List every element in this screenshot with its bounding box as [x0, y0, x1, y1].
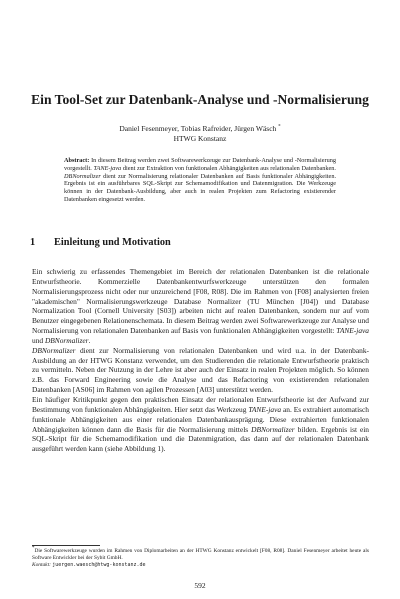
footnote-rule [32, 545, 100, 546]
paper-title: Ein Tool-Set zur Datenbank-Analyse und -Normalisierung [31, 92, 369, 107]
paragraph-2 [32, 346, 369, 395]
page-number: 592 [194, 581, 206, 590]
paragraph-1-text: Ein schwierig zu erfassendes Themengebiet im Bereich der relationalen Datenbanken ist die relationale Entwurfstheorie. Kommerzielle Datenbankentwurfswerkzeuge unterstützen den formalen Normalisierungsprozess nicht oder nur unzureichend [F08, R08]. Die im Rahmen von [F08] analysierten freien "akademischen" Normalisierungswerkzeuge Database Normalizer (TU München [J04]) und Database Normalization Tool (Cornell University [S03]) arbeiten nicht auf realen Datenbanken, sondern nur auf vom Benutzer eingegebenen Relationenschemata. In diesem Beitrag werden zwei Softwarewerkzeuge zur Analyse und Normalisierung von relationalen Datenbanken auf Basis von funktionalen Abhängigkeiten vorgestellt: [32, 267, 369, 336]
paragraph-1-dbnormalizer: DBNormalizer [44, 335, 89, 345]
paragraph-1-tane-java: TANE-java [336, 326, 369, 336]
section-title: Einleitung und Motivation [54, 237, 171, 248]
footnote-marker: * [32, 546, 35, 552]
paragraph-2-text: dient zur Normalisierung von relationalen Datenbanken und wird u.a. in der Datenbank-Ausbildung an der HTWG Konstanz verwendet, um den Studierenden die relationale Entwurfstheorie praktisch zu vermitteln. Neben der Nutzung in der Lehre ist aber auch der Einsatz in realen Projekten möglich. So können z.B. das Forward Engineering sowie die Analyse und das Refactoring von existierenden relationalen Datenbanken [AS06] im Rahmen von agilen Prozessen [A03] unterstützt werden. [32, 345, 369, 395]
abstract-tane-java: TANE-java [93, 164, 122, 172]
paragraph-3-text-a: Ein häufiger Kritikpunkt gegen den praktischen Einsatz der relationalen Entwurfstheorie ist der Aufwand zur Bestimmung von funktionalen Abhängigkeiten. Hier setzt das Werkzeug [32, 394, 369, 414]
section-heading [30, 236, 370, 249]
paragraph-2-dbnormalizer: DBNormalizer [32, 345, 76, 355]
author-affiliation: HTWG Konstanz [173, 133, 227, 143]
paragraph-3-text-c: bilden. Ergebnis ist ein SQL-Skript für die Schemamodifikation und die Datenmigration, das dann auf der relationalen Datenbank ausgeführt werden kann (siehe Abbildung 1). [32, 424, 369, 454]
paragraph-3-dbnormalizer: DBNormalizer [251, 424, 295, 434]
abstract [64, 157, 336, 204]
author-names-text: Daniel Fesenmeyer, Tobias Rafreider, Jürgen Wäsch [119, 124, 277, 133]
author-block [20, 124, 380, 143]
author-footnote-marker: * [278, 124, 281, 130]
abstract-label: Abstract: [64, 157, 90, 164]
paragraph-3-tane-java: TANE-java [248, 404, 282, 414]
footnote-text-block [32, 548, 369, 562]
paragraph-3-text-b: an. Es extrahiert automatisch funktionale Abhängigkeiten aus einer relationalen Datenbankausprägung. Diese extrahierten funktionalen Abhängigkeiten können dann die Basis für die Normalisierung mittels [32, 404, 369, 434]
abstract-dbnormalizer: DBNormalizer [64, 172, 101, 180]
footnote-contact [32, 562, 369, 569]
abstract-text-1: In diesem Beitrag werden zwei Softwarewerkzeuge zur Datenbank-Analyse und -Normalisierung vorgestellt. [64, 157, 336, 172]
author-names [20, 124, 380, 134]
section-number: 1 [30, 237, 36, 248]
paragraph-1 [32, 267, 369, 346]
contact-label: Kontakt: [32, 562, 51, 569]
paragraph-1-and: und [32, 335, 44, 345]
abstract-text-3: dient zur Normalisierung relationaler Datenbanken auf Basis funktionaler Abhängigkeiten. Ergebnis ist ein ausführbares SQL-Skript zur Schemamodifikation und Datenmigration. Die Werkzeuge können in der Datenbank-Ausbildung, aber auch in realen Projekten zum Refactoring existierender Datenbanken eingesetzt werden. [64, 172, 337, 203]
footnote [32, 548, 369, 570]
body-text [32, 267, 369, 454]
paragraph-1-end: . [88, 335, 91, 345]
contact-email[interactable]: juergen.waesch@htwg-konstanz.de [52, 562, 146, 569]
paragraph-3 [32, 395, 369, 454]
abstract-text-2: dient zur Extraktion von funktionalen Abhängigkeiten aus relationalen Datenbanken. [122, 164, 336, 172]
footnote-text: Die Softwarewerkzeuge wurden im Rahmen von Diplomarbeiten an der HTWG Konstanz entwickelt [F08, R08]. Daniel Fesenmeyer arbeitet heute als Software Entwickler bei der Sybit GmbH. [32, 548, 369, 562]
